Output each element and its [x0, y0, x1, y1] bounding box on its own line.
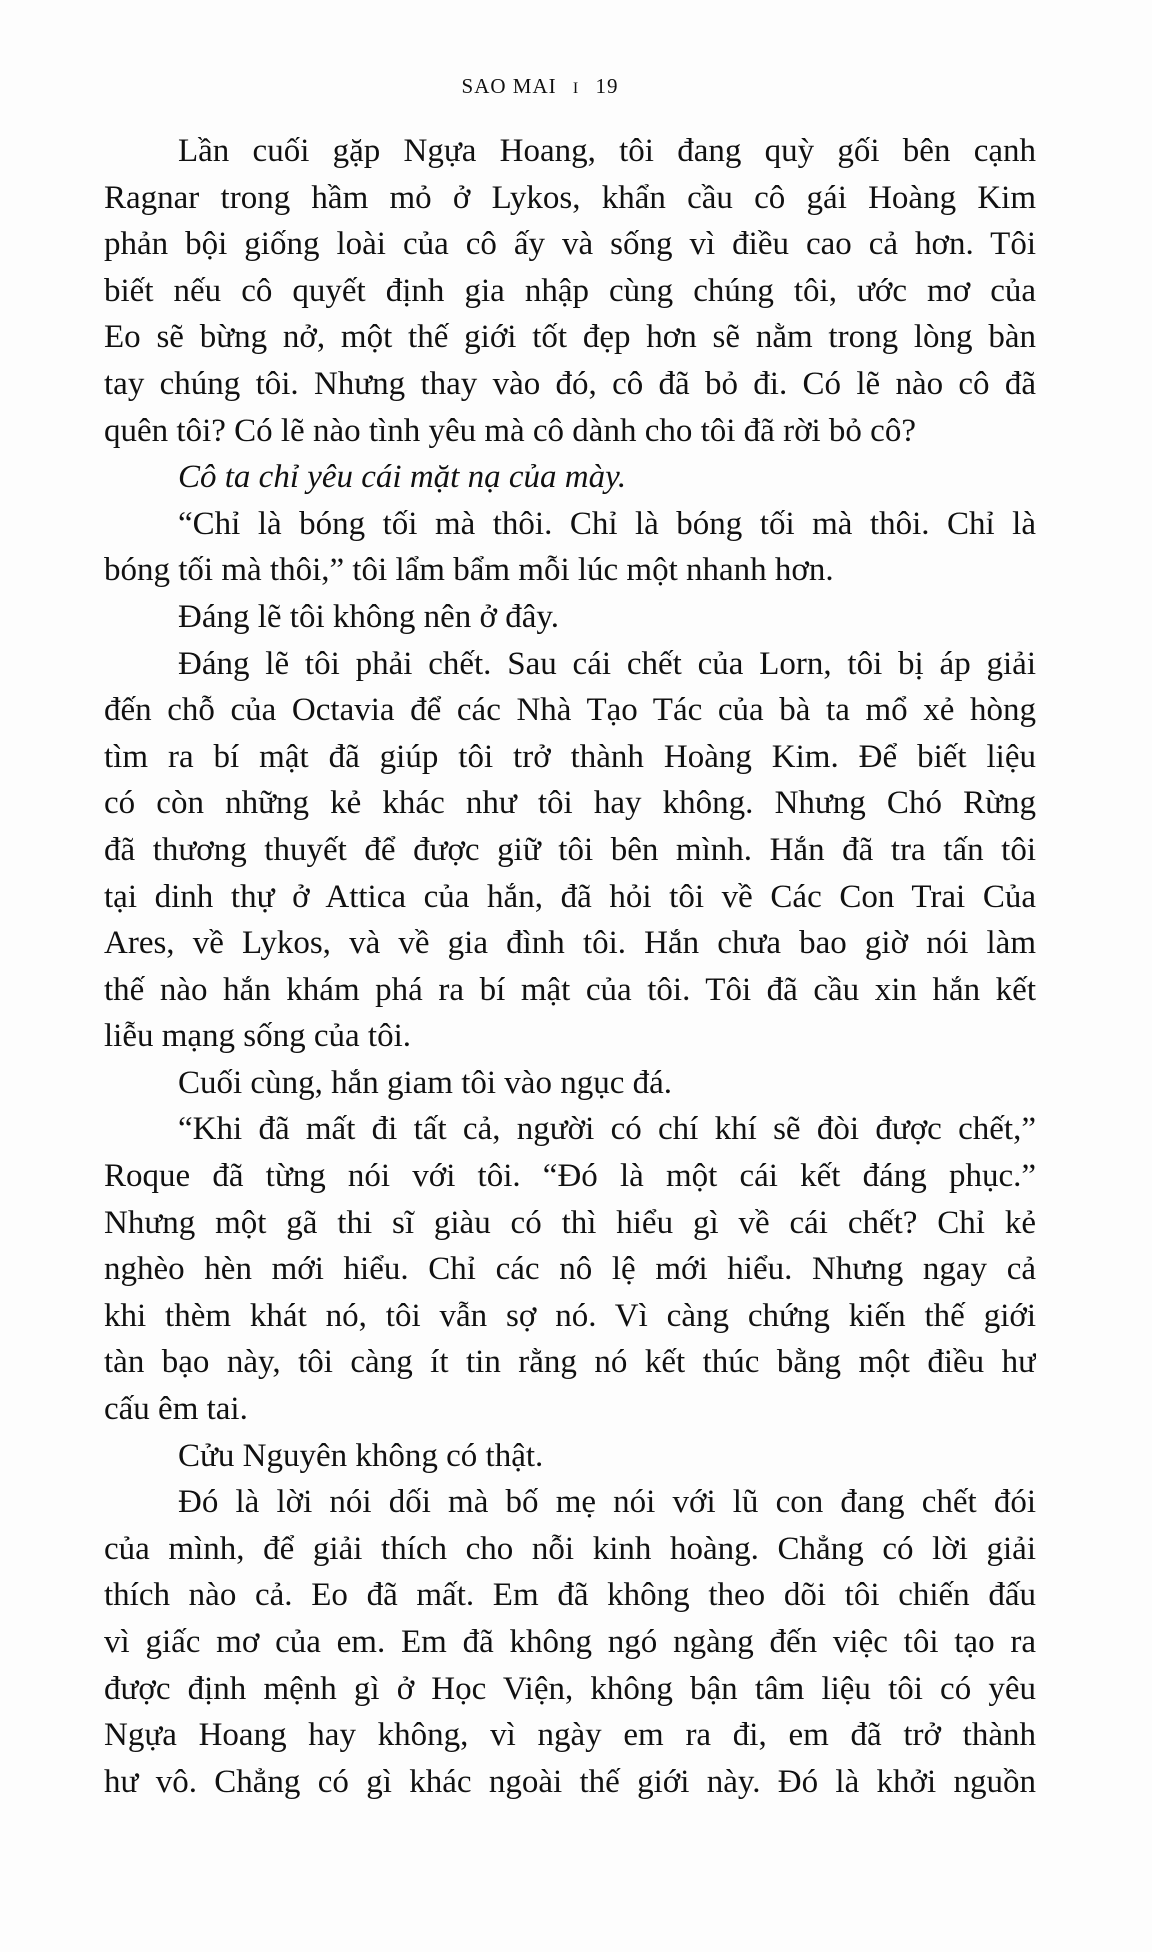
text-line: đã thương thuyết để được giữ tôi bên mình. Hắn đã tra tấn tôi	[104, 831, 1036, 868]
running-header	[0, 74, 1080, 99]
text-line: của mình, để giải thích cho nỗi kinh hoàng. Chẳng có lời giải	[104, 1530, 1036, 1567]
text-line: Ragnar trong hầm mỏ ở Lykos, khẩn cầu cô gái Hoàng Kim	[104, 179, 1036, 216]
text-line: cấu êm tai.	[104, 1391, 248, 1428]
paragraph	[104, 1479, 1036, 1805]
text-line: Đáng lẽ tôi không nên ở đây.	[178, 598, 559, 635]
italic-paragraph	[104, 454, 1036, 501]
text-line: tay chúng tôi. Nhưng thay vào đó, cô đã bỏ đi. Có lẽ nào cô đã	[104, 365, 1036, 402]
text-line: Eo sẽ bừng nở, một thế giới tốt đẹp hơn sẽ nằm trong lòng bàn	[104, 319, 1036, 356]
body-text	[104, 128, 1036, 1805]
text-line: biết nếu cô quyết định gia nhập cùng chúng tôi, ước mơ của	[104, 272, 1036, 309]
text-line: tàn bạo này, tôi càng ít tin rằng nó kết thúc bằng một điều hư	[104, 1344, 1036, 1381]
text-line: liễu mạng sống của tôi.	[104, 1018, 412, 1055]
text-line: vì giấc mơ của em. Em đã không ngó ngàng đến việc tôi tạo ra	[104, 1624, 1036, 1660]
text-line: khi thèm khát nó, tôi vẫn sợ nó. Vì càng chứng kiến thế giới	[104, 1297, 1036, 1334]
text-line: Ngựa Hoang hay không, vì ngày em ra đi, em đã trở thành	[104, 1717, 1036, 1754]
text-line: Ares, về Lykos, và về gia đình tôi. Hắn chưa bao giờ nói làm	[104, 925, 1036, 962]
text-line: “Chỉ là bóng tối mà thôi. Chỉ là bóng tối mà thôi. Chỉ là	[178, 505, 1036, 542]
paragraph	[104, 641, 1036, 1060]
text-line: Đáng lẽ tôi phải chết. Sau cái chết của Lorn, tôi bị áp giải	[178, 645, 1036, 682]
text-line: Nhưng một gã thi sĩ giàu có thì hiểu gì về cái chết? Chỉ kẻ	[104, 1204, 1036, 1241]
text-line: có còn những kẻ khác như tôi hay không. Nhưng Chó Rừng	[104, 785, 1036, 822]
paragraph	[104, 1106, 1036, 1432]
text-line: Cô ta chỉ yêu cái mặt nạ của mày.	[178, 459, 627, 496]
text-line: phản bội giống loài của cô ấy và sống vì điều cao cả hơn. Tôi	[104, 226, 1036, 263]
text-line: thế nào hắn khám phá ra bí mật của tôi. Tôi đã cầu xin hắn kết	[104, 971, 1036, 1008]
header-separator: I	[572, 80, 580, 97]
text-line: tại dinh thự ở Attica của hắn, đã hỏi tôi về Các Con Trai Của	[104, 878, 1036, 915]
text-line: hư vô. Chẳng có gì khác ngoài thế giới này. Đó là khởi nguồn	[104, 1763, 1036, 1800]
text-line: thích nào cả. Eo đã mất. Em đã không theo dõi tôi chiến đấu	[104, 1577, 1036, 1614]
text-line: Roque đã từng nói với tôi. “Đó là một cái kết đáng phục.”	[104, 1158, 1036, 1195]
paragraph	[104, 501, 1036, 594]
text-line: Cửu Nguyên không có thật.	[178, 1437, 544, 1474]
paragraph	[104, 128, 1036, 454]
text-line: “Khi đã mất đi tất cả, người có chí khí sẽ đòi được chết,”	[178, 1111, 1036, 1148]
text-line: Đó là lời nói dối mà bố mẹ nói với lũ con đang chết đói	[178, 1484, 1036, 1521]
text-line: đến chỗ của Octavia để các Nhà Tạo Tác của bà ta mổ xẻ hòng	[104, 692, 1036, 729]
paragraph	[104, 1433, 1036, 1480]
page-number: 19	[595, 74, 619, 98]
text-line: bóng tối mà thôi,” tôi lẩm bẩm mỗi lúc một nhanh hơn.	[104, 552, 834, 589]
text-line: được định mệnh gì ở Học Viện, không bận tâm liệu tôi có yêu	[104, 1670, 1036, 1707]
paragraph	[104, 1060, 1036, 1107]
text-line: Lần cuối gặp Ngựa Hoang, tôi đang quỳ gối bên cạnh	[178, 133, 1036, 169]
text-line: tìm ra bí mật đã giúp tôi trở thành Hoàng Kim. Để biết liệu	[104, 738, 1036, 775]
text-line: nghèo hèn mới hiểu. Chỉ các nô lệ mới hiểu. Nhưng ngay cả	[104, 1251, 1036, 1288]
text-line: quên tôi? Có lẽ nào tình yêu mà cô dành cho tôi đã rời bỏ cô?	[104, 412, 916, 449]
paragraph	[104, 594, 1036, 641]
text-line: Cuối cùng, hắn giam tôi vào ngục đá.	[178, 1064, 672, 1101]
book-title: SAO MAI	[461, 74, 557, 98]
